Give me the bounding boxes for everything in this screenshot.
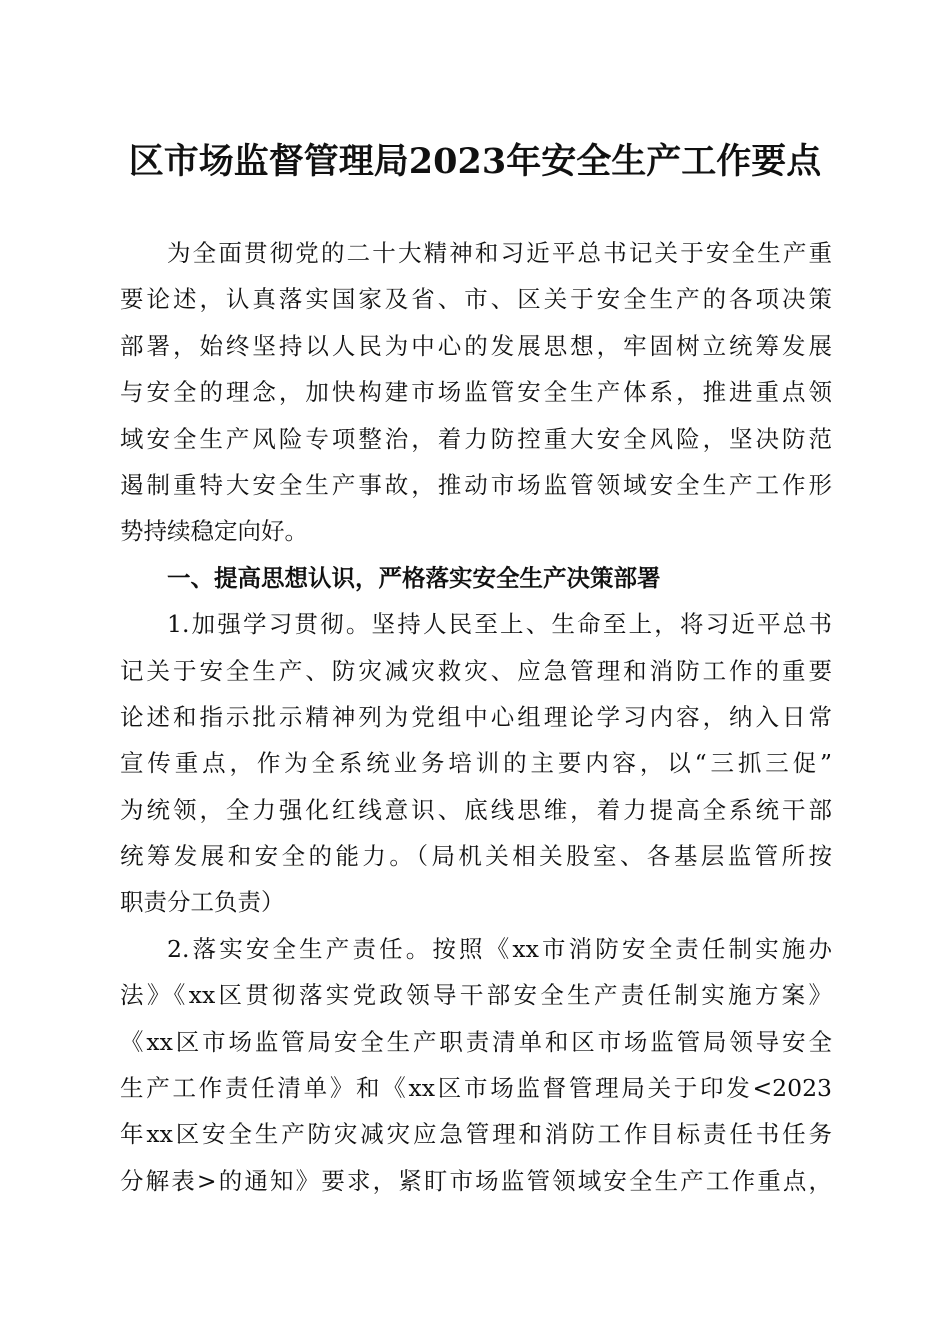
text-line: 职责分工负责） [120,888,285,917]
item-2-paragraph [120,926,832,1204]
text-line: 部署，始终坚持以人民为中心的发展思想，牢固树立统筹发展 [120,331,832,360]
text-line: 势持续稳定向好。 [120,517,308,546]
text-line: 分解表>的通知》要求，紧盯市场监管领域安全生产工作重点， [120,1166,832,1195]
text-line: 为全面贯彻党的二十大精神和习近平总书记关于安全生产重 [167,239,832,267]
section-1 [120,555,832,601]
text-line: 论述和指示批示精神列为党组中心组理论学习内容，纳入日常 [120,702,832,731]
section-heading: 一、提高思想认识，严格落实安全生产决策部署 [167,563,661,592]
document-body [120,230,832,1204]
text-line: 统筹发展和安全的能力。（局机关相关股室、各基层监管所按 [120,842,832,871]
text-line: 与安全的理念，加快构建市场监管安全生产体系，推进重点领 [120,378,832,407]
text-line: 遏制重特大安全生产事故，推动市场监管领域安全生产工作形 [120,470,832,499]
intro-paragraph [120,230,832,555]
text-line: 《xx区市场监管局安全生产职责清单和区市场监管局领导安全 [120,1027,832,1056]
text-line: 2.落实安全生产责任。按照《xx市消防安全责任制实施办 [167,934,832,963]
text-line: 域安全生产风险专项整治，着力防控重大安全风险，坚决防范 [120,424,832,453]
text-line: 法》《xx区贯彻落实党政领导干部安全生产责任制实施方案》 [120,981,832,1010]
text-line: 宣传重点，作为全系统业务培训的主要内容，以“三抓三促” [120,749,832,778]
item-1-paragraph [120,601,832,926]
text-line: 记关于安全生产、防灾减灾救灾、应急管理和消防工作的重要 [120,656,832,685]
text-line: 要论述，认真落实国家及省、市、区关于安全生产的各项决策 [120,285,832,314]
document-title: 区市场监督管理局2023年安全生产工作要点 [128,141,822,182]
text-line: 生产工作责任清单》和《xx区市场监督管理局关于印发<2023 [120,1074,832,1103]
text-line: 为统领，全力强化红线意识、底线思维，着力提高全系统干部 [120,795,832,824]
text-line: 年xx区安全生产防灾减灾应急管理和消防工作目标责任书任务 [120,1120,832,1149]
text-line: 1.加强学习贯彻。坚持人民至上、生命至上，将习近平总书 [167,610,832,639]
